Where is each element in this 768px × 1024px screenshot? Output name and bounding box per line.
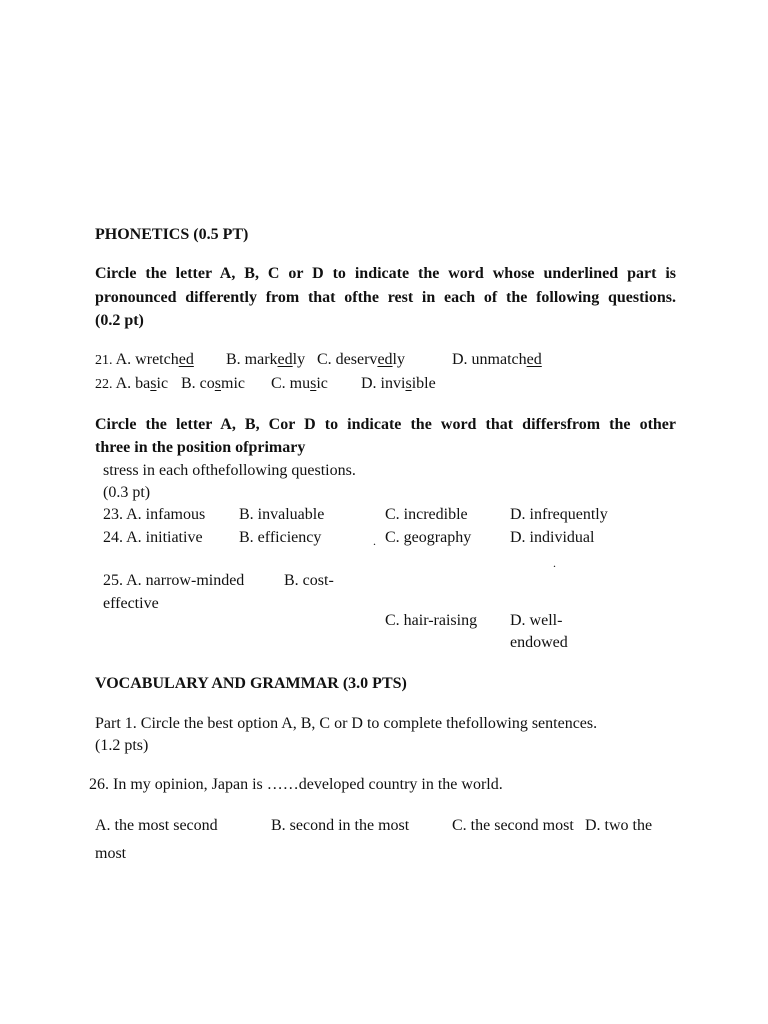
instruction2-line2: three in the position ofprimary [95,439,306,456]
q22-number: 22. [95,377,113,392]
q24-option-a: 24. A. initiative [103,529,203,546]
q25-option-c: C. hair-raising [385,612,478,629]
part1-line1: Part 1. Circle the best option A, B, C or D to complete thefollowing sentences. [95,715,598,732]
q26-stem: 26. In my opinion, Japan is ……developed country in the world. [89,776,503,793]
question-22 [95,374,168,395]
q23-option-c: C. incredible [385,506,468,523]
q24-option-b: B. efficiency [239,529,322,546]
q22-option-d: D. invisible [361,375,436,392]
q26-option-d-line2: most [95,845,127,862]
instruction2-line1: Circle the letter A, B, Cor D to indicate the word that differsfrom the other [95,416,676,433]
q24-stray-dot: . [373,534,376,548]
q23-option-b: B. invaluable [239,506,325,523]
q25-option-d-line2: endowed [510,634,568,651]
phonetics-heading: PHONETICS (0.5 PT) [95,226,249,243]
q21-option-a: A. wretched [115,351,194,368]
q26-option-a: A. the most second [95,817,218,834]
instruction1-line1: Circle the letter A, B, C or D to indicate the word whose underlined part is [95,265,676,282]
question-21 [95,350,194,371]
q26-option-b: B. second in the most [271,817,410,834]
q24-option-d: D. individual [510,529,595,546]
instruction1-line3: (0.2 pt) [95,312,144,329]
instruction2-line3: stress in each ofthefollowing questions. [103,462,356,479]
q25-option-b-line2: effective [103,595,159,612]
q26-option-c: C. the second most [452,817,574,834]
q25-option-b-line1: B. cost- [284,572,334,589]
part1-line2: (1.2 pts) [95,737,149,754]
instruction1-line2: pronounced differently from that ofthe rest in each of the following questions. [95,289,676,306]
q26-option-d-line1: D. two the [585,817,653,834]
q21-option-b: B. markedly [226,351,306,368]
vocab-heading: VOCABULARY AND GRAMMAR (3.0 PTS) [95,675,407,692]
q21-number: 21. [95,353,113,368]
q22-option-c: C. music [271,375,328,392]
q23-option-d: D. infrequently [510,506,608,523]
stray-dot: . [553,556,556,570]
q25-option-a: 25. A. narrow-minded [103,572,245,589]
q24-option-c: C. geography [385,529,472,546]
q23-option-a: 23. A. infamous [103,506,206,523]
q25-option-d-line1: D. well- [510,612,563,629]
q22-option-b: B. cosmic [181,375,246,392]
instruction2-line4: (0.3 pt) [103,484,151,501]
q22-option-a: A. basic [115,375,169,392]
q21-option-c: C. deservedly [317,351,405,368]
q21-option-d: D. unmatched [452,351,542,368]
